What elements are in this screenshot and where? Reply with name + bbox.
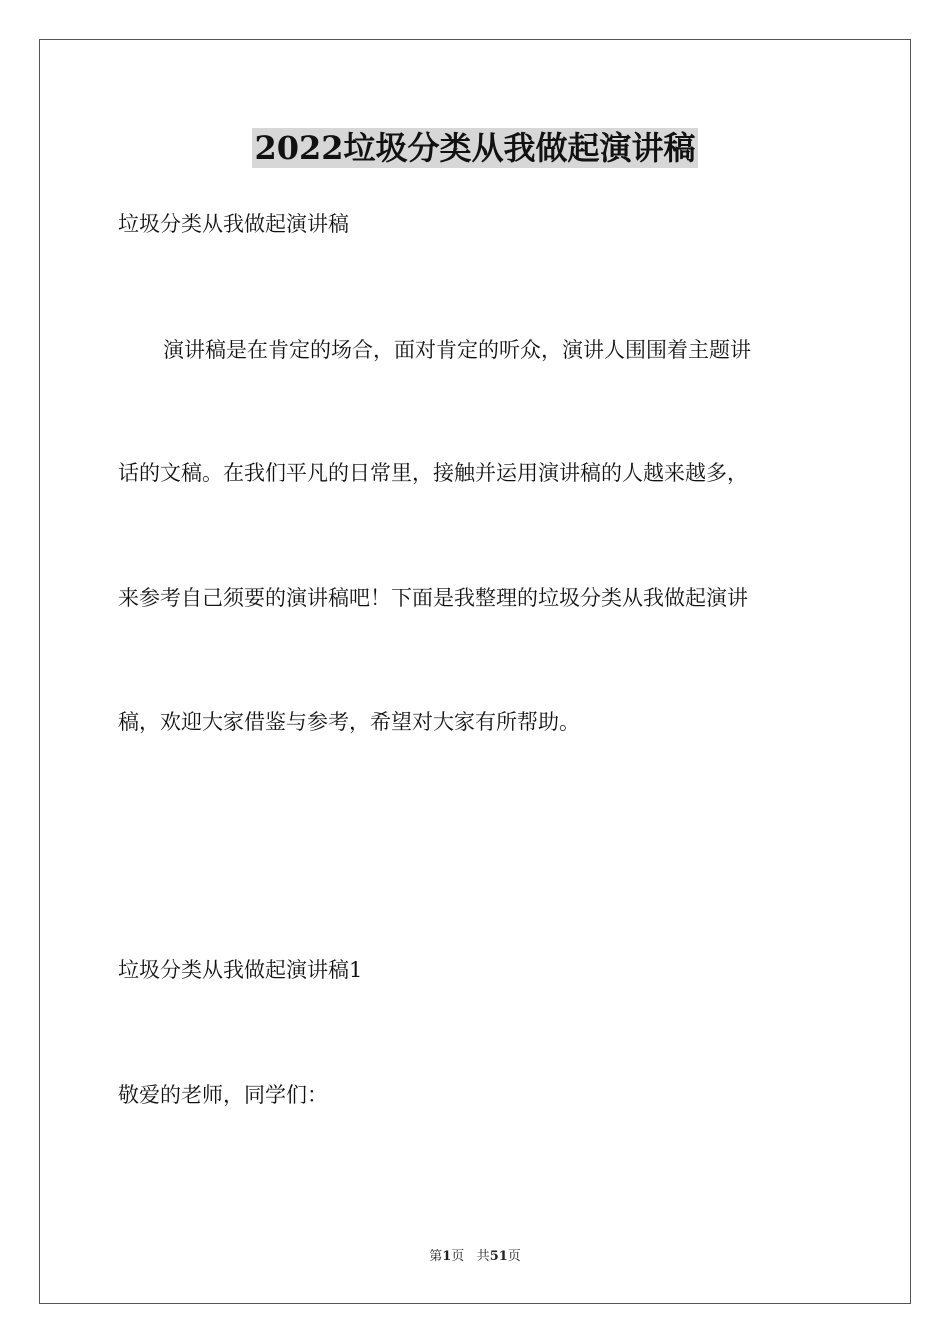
document-title [0,128,950,168]
footer-page-unit: 页 [451,1249,465,1264]
subtitle-line: 垃圾分类从我做起演讲稿 [118,212,349,236]
footer-total-prefix: 共 [476,1249,490,1264]
page-footer [0,1249,950,1265]
paragraph-line-1: 演讲稿是在肯定的场合，面对肯定的听众，演讲人围围着主题讲 [163,338,751,362]
footer-page-number: 1 [442,1249,452,1264]
section-heading: 垃圾分类从我做起演讲稿1 [118,958,363,982]
paragraph-line-2: 话的文稿。在我们平凡的日常里，接触并运用演讲稿的人越来越多， [118,461,748,485]
document-title-text: 2022垃圾分类从我做起演讲稿 [254,129,696,167]
footer-total-unit: 页 [507,1249,521,1264]
paragraph-line-3: 来参考自己须要的演讲稿吧！下面是我整理的垃圾分类从我做起演讲 [118,586,748,610]
footer-total-pages: 51 [489,1249,508,1264]
footer-page-prefix: 第 [429,1249,443,1264]
salutation-line: 敬爱的老师，同学们： [118,1083,328,1107]
paragraph-line-4: 稿，欢迎大家借鉴与参考，希望对大家有所帮助。 [118,710,580,734]
